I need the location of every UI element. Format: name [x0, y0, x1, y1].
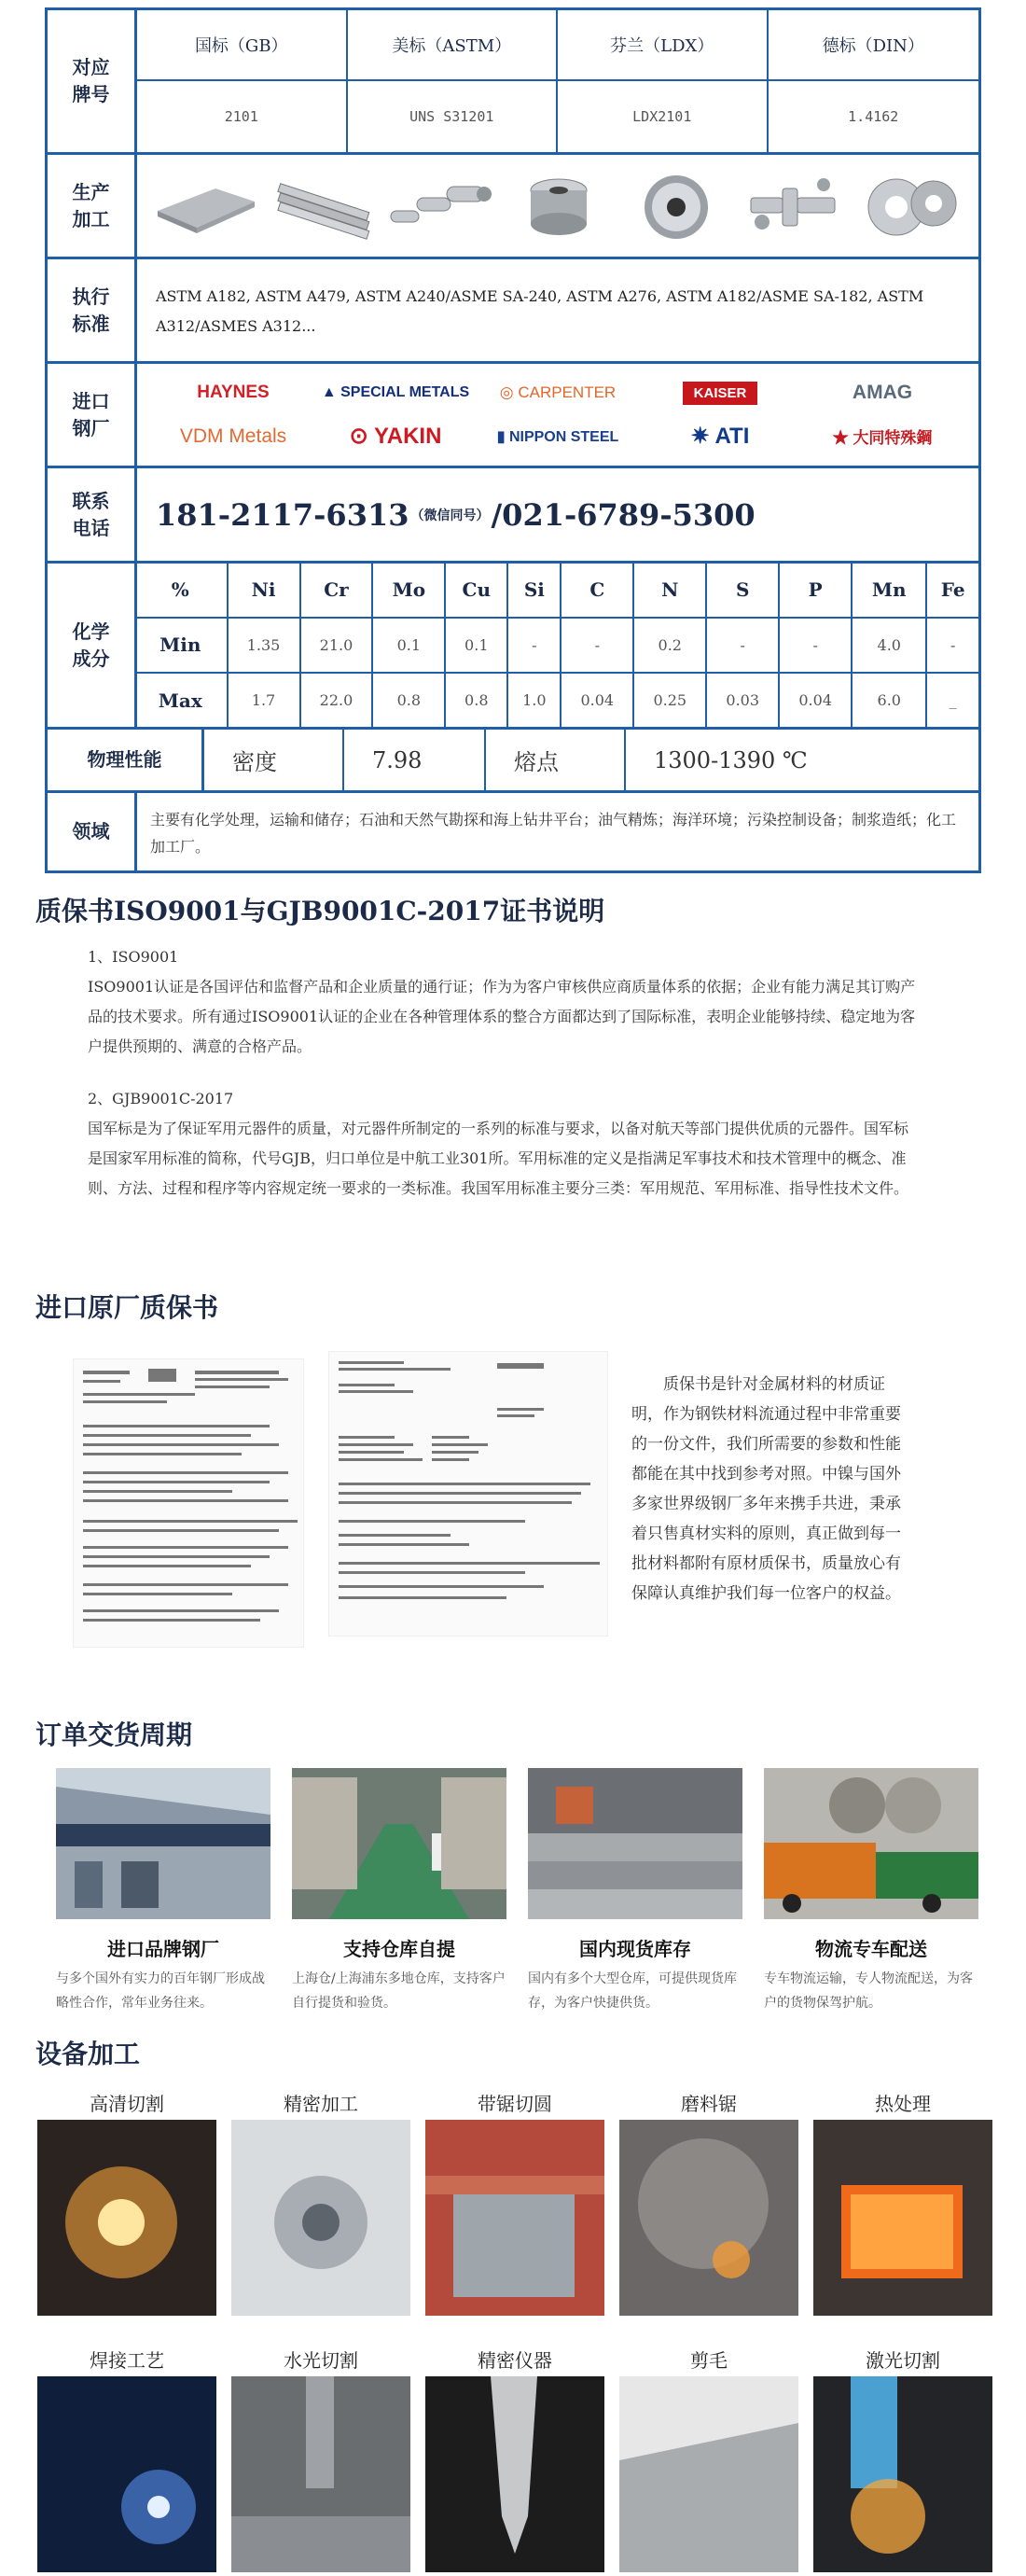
warehouse-photo [292, 1768, 506, 1919]
chem-cell: P [779, 564, 852, 618]
chem-cell: 0.1 [445, 618, 507, 674]
chem-cell: Si [507, 564, 561, 618]
chem-cell: 1.0 [507, 673, 561, 727]
grade-label: 对应 牌号 [48, 10, 137, 152]
ati-logo: ✷ ATI [690, 424, 750, 450]
cert-description [631, 1370, 908, 1608]
mills-logos [137, 364, 978, 466]
equipment-item [37, 2090, 216, 2319]
chem-cell: Mo [372, 564, 445, 618]
grade-value: 1.4162 [848, 108, 899, 125]
phone-mobile[interactable]: 181-2117-6313 [156, 496, 409, 533]
chem-cell: N [633, 564, 706, 618]
cutting-photo [37, 2120, 216, 2316]
delivery-item [56, 1768, 270, 2015]
delivery-item [528, 1768, 742, 2015]
chem-cell: 0.04 [779, 673, 852, 727]
grade-value: 2101 [224, 108, 258, 125]
certificate-image-1 [73, 1358, 304, 1648]
chem-cell: 0.8 [372, 673, 445, 727]
certificate-scan-1 [74, 1359, 305, 1649]
chem-cell: 0.8 [445, 673, 507, 727]
equipment-label: 剪毛 [690, 2349, 728, 2372]
vdm-logo: VDM Metals [179, 425, 287, 447]
chem-cell: C [561, 564, 633, 618]
phone-line [137, 468, 978, 561]
delivery-item [292, 1768, 506, 2015]
chemistry-row [48, 561, 978, 727]
contact-row [48, 466, 978, 561]
execution-row [48, 257, 978, 361]
cert-section-title: 进口原厂质保书 [35, 1292, 219, 1323]
grade-row [48, 10, 978, 152]
contact-label: 联系 电话 [48, 468, 137, 561]
band-saw-photo [425, 2120, 604, 2316]
carpenter-logo: ◎ CARPENTER [499, 383, 617, 402]
chem-cell: Ni [228, 564, 300, 618]
wechat-note: （微信同号） [410, 508, 490, 523]
field-label: 领域 [48, 793, 137, 870]
haynes-logo: HAYNES [197, 383, 270, 403]
equipment-label: 激光切割 [866, 2349, 940, 2372]
steel-pipe-image [385, 170, 495, 243]
equipment-label: 焊接工艺 [90, 2349, 164, 2372]
melting-value: 1300-1390 ℃ [654, 746, 808, 773]
equipment-item [37, 2346, 216, 2576]
chem-cell: Fe [926, 564, 978, 618]
physical-row [48, 727, 978, 790]
equipment-label: 磨料锯 [681, 2093, 737, 2115]
equipment-item [425, 2090, 604, 2319]
chem-cell: - [561, 618, 633, 674]
delivery-item [764, 1768, 978, 2015]
chem-cell: 1.35 [228, 618, 300, 674]
physical-label: 物理性能 [48, 730, 204, 790]
abrasive-saw-photo [619, 2120, 798, 2316]
delivery-item-title: 支持仓库自提 [343, 1938, 455, 1960]
equipment-label: 水光切割 [284, 2349, 358, 2372]
field-row [48, 790, 978, 870]
field-text: 主要有化学处理，运输和储存；石油和天然气勘探和海上钻井平台；油气精炼；海洋环境；污染控制设备；制浆造纸；化工加工厂。 [150, 811, 957, 856]
delivery-item-text: 国内有多个大型仓库，可提供现货库存，为客户快捷供货。 [528, 1971, 737, 2011]
iso-item1-text: ISO9001认证是各国评估和监督产品和企业质量的通行证；作为为客户审核供应商质量体系的依据；企业有能力满足其订购产品的技术要求。所有通过ISO9001认证的企业在各种管理体系的整合方面都达到了国际标准，表明企业能够持续、稳定地为客户提供预期的、满意的合格产品。 [88, 978, 916, 1055]
spec-table [45, 7, 981, 873]
chemistry-label: 化学 成分 [48, 564, 137, 727]
grade-header: 芬兰（LDX） [558, 10, 767, 81]
chem-cell: 6.0 [852, 673, 926, 727]
certificate-scan-2 [329, 1352, 609, 1637]
chem-cell: 0.2 [633, 618, 706, 674]
chem-cell: Min [134, 618, 228, 674]
chem-cell: - [706, 618, 779, 674]
equipment-label: 带锯切圆 [478, 2093, 552, 2115]
equipment-label: 精密加工 [284, 2093, 358, 2115]
chem-cell: 22.0 [300, 673, 373, 727]
chem-cell: Cu [445, 564, 507, 618]
grade-header: 德标（DIN） [769, 10, 979, 81]
chem-cell: 0.1 [372, 618, 445, 674]
chemistry-table [134, 564, 978, 727]
fitting-image [738, 170, 848, 243]
grade-header: 美标（ASTM） [348, 10, 557, 81]
chem-cell: 0.25 [633, 673, 706, 727]
machining-photo [231, 2120, 410, 2316]
density-label: 密度 [204, 730, 344, 790]
shearing-photo [619, 2376, 798, 2572]
delivery-item-title: 国内现货库存 [579, 1938, 691, 1960]
chem-cell: - [779, 618, 852, 674]
welding-photo [37, 2376, 216, 2572]
nippon-steel-logo: ▮ NIPPON STEEL [496, 428, 619, 445]
chem-cell: 21.0 [300, 618, 373, 674]
steel-plate-image [150, 170, 260, 243]
chem-cell: Cr [300, 564, 373, 618]
steel-bar-image [268, 170, 378, 243]
stock-photo [528, 1768, 742, 1919]
chem-cell: 0.04 [561, 673, 633, 727]
chem-cell: 0.03 [706, 673, 779, 727]
equipment-section-title: 设备加工 [35, 2039, 141, 2069]
kaiser-logo: KAISER [683, 382, 758, 405]
chem-cell: S [706, 564, 779, 618]
chem-cell: 1.7 [228, 673, 300, 727]
equipment-item [231, 2090, 410, 2319]
chem-cell: 4.0 [852, 618, 926, 674]
logistics-photo [764, 1768, 978, 1919]
laser-cutting-photo [813, 2376, 992, 2572]
phone-landline[interactable]: /021-6789-5300 [491, 496, 756, 533]
waterjet-photo [231, 2376, 410, 2572]
heat-treatment-photo [813, 2120, 992, 2316]
cert-text: 质保书是针对金属材料的材质证明，作为钢铁材料流通过程中非常重要的一份文件，我们所需要的参数和性能都能在其中找到参考对照。中镍与国外多家世界级钢厂多年来携手共进，秉承着只售真材实料的原则，真正做到每一批材料都附有原材质保书，质量放心有保障认真维护我们每一位客户的权益。 [631, 1375, 901, 1603]
chem-cell: _ [926, 673, 978, 727]
chem-cell: - [926, 618, 978, 674]
equipment-label: 高清切割 [90, 2093, 164, 2115]
iso-item2-title: 2、GJB9001C-2017 [88, 1090, 234, 1107]
delivery-item-title: 物流专车配送 [815, 1938, 927, 1960]
iso-item1-title: 1、ISO9001 [88, 948, 179, 966]
amag-logo: AMAG [852, 382, 913, 404]
daido-logo: ★ 大同特殊鋼 [832, 429, 933, 448]
mills-label: 进口 钢厂 [48, 364, 137, 466]
equipment-item [425, 2346, 604, 2576]
certificate-image-2 [328, 1351, 608, 1636]
grade-grid [137, 10, 978, 152]
chem-max-row [134, 673, 978, 727]
iso-item2-text: 国军标是为了保证军用元器件的质量，对元器件所制定的一系列的标准与要求，以备对航天等部门提供优质的元器件。国军标是国家军用标准的简称，代号GJB，归口单位是中航工业301所。军用标准的定义是指满足军事技术和技术管理中的概念、准则、方法、过程和程序等内容规定统一要求的一类标准。我国军用标准主要分三类：军用规范、军用标准、指导性技术文件。 [88, 1120, 909, 1197]
melting-label: 熔点 [486, 730, 626, 790]
chem-cell: Max [134, 673, 228, 727]
special-metals-logo: ▲ SPECIAL METALS [321, 384, 470, 401]
steel-coil-image [503, 170, 613, 243]
equipment-item [619, 2090, 798, 2319]
grade-value: LDX2101 [632, 108, 692, 125]
steel-mill-photo [56, 1768, 270, 1919]
delivery-section-title: 订单交货周期 [35, 1720, 193, 1750]
production-label: 生产 加工 [48, 155, 137, 257]
execution-label: 执行 标准 [48, 259, 137, 361]
wire-spool-image [620, 170, 730, 243]
standards-text: ASTM A182, ASTM A479, ASTM A240/ASME SA-240, ASTM A276, ASTM A182/ASME SA-182, ASTM A312/ASMES A312... [156, 287, 924, 335]
mills-row [48, 361, 978, 466]
production-row [48, 152, 978, 257]
grade-header: 国标（GB） [137, 10, 346, 81]
chem-cell: Mn [852, 564, 926, 618]
equipment-item [813, 2346, 992, 2576]
delivery-item-text: 上海仓/上海浦东多地仓库，支持客户自行提货和验货。 [292, 1971, 506, 2011]
yakin-logo: ⊙ YAKIN [349, 424, 442, 450]
density-value: 7.98 [344, 730, 486, 790]
chem-cell: - [507, 618, 561, 674]
equipment-label: 热处理 [875, 2093, 931, 2115]
delivery-item-text: 专车物流运输，专人物流配送，为客户的货物保驾护航。 [764, 1971, 973, 2011]
chem-min-row [134, 618, 978, 674]
iso-section-body [88, 942, 918, 1204]
iso-section-title: 质保书ISO9001与GJB9001C-2017证书说明 [35, 896, 605, 926]
equipment-item [619, 2346, 798, 2576]
equipment-item [231, 2346, 410, 2576]
delivery-item-text: 与多个国外有实力的百年钢厂形成战略性合作，常年业务往来。 [56, 1971, 265, 2011]
chem-header-row [134, 564, 978, 618]
flange-image [855, 170, 965, 243]
delivery-item-title: 进口品牌钢厂 [107, 1938, 219, 1960]
grade-value: UNS S31201 [409, 108, 494, 125]
chem-cell: % [171, 578, 189, 602]
equipment-item [813, 2090, 992, 2319]
precision-instrument-photo [425, 2376, 604, 2572]
equipment-label: 精密仪器 [478, 2349, 552, 2372]
